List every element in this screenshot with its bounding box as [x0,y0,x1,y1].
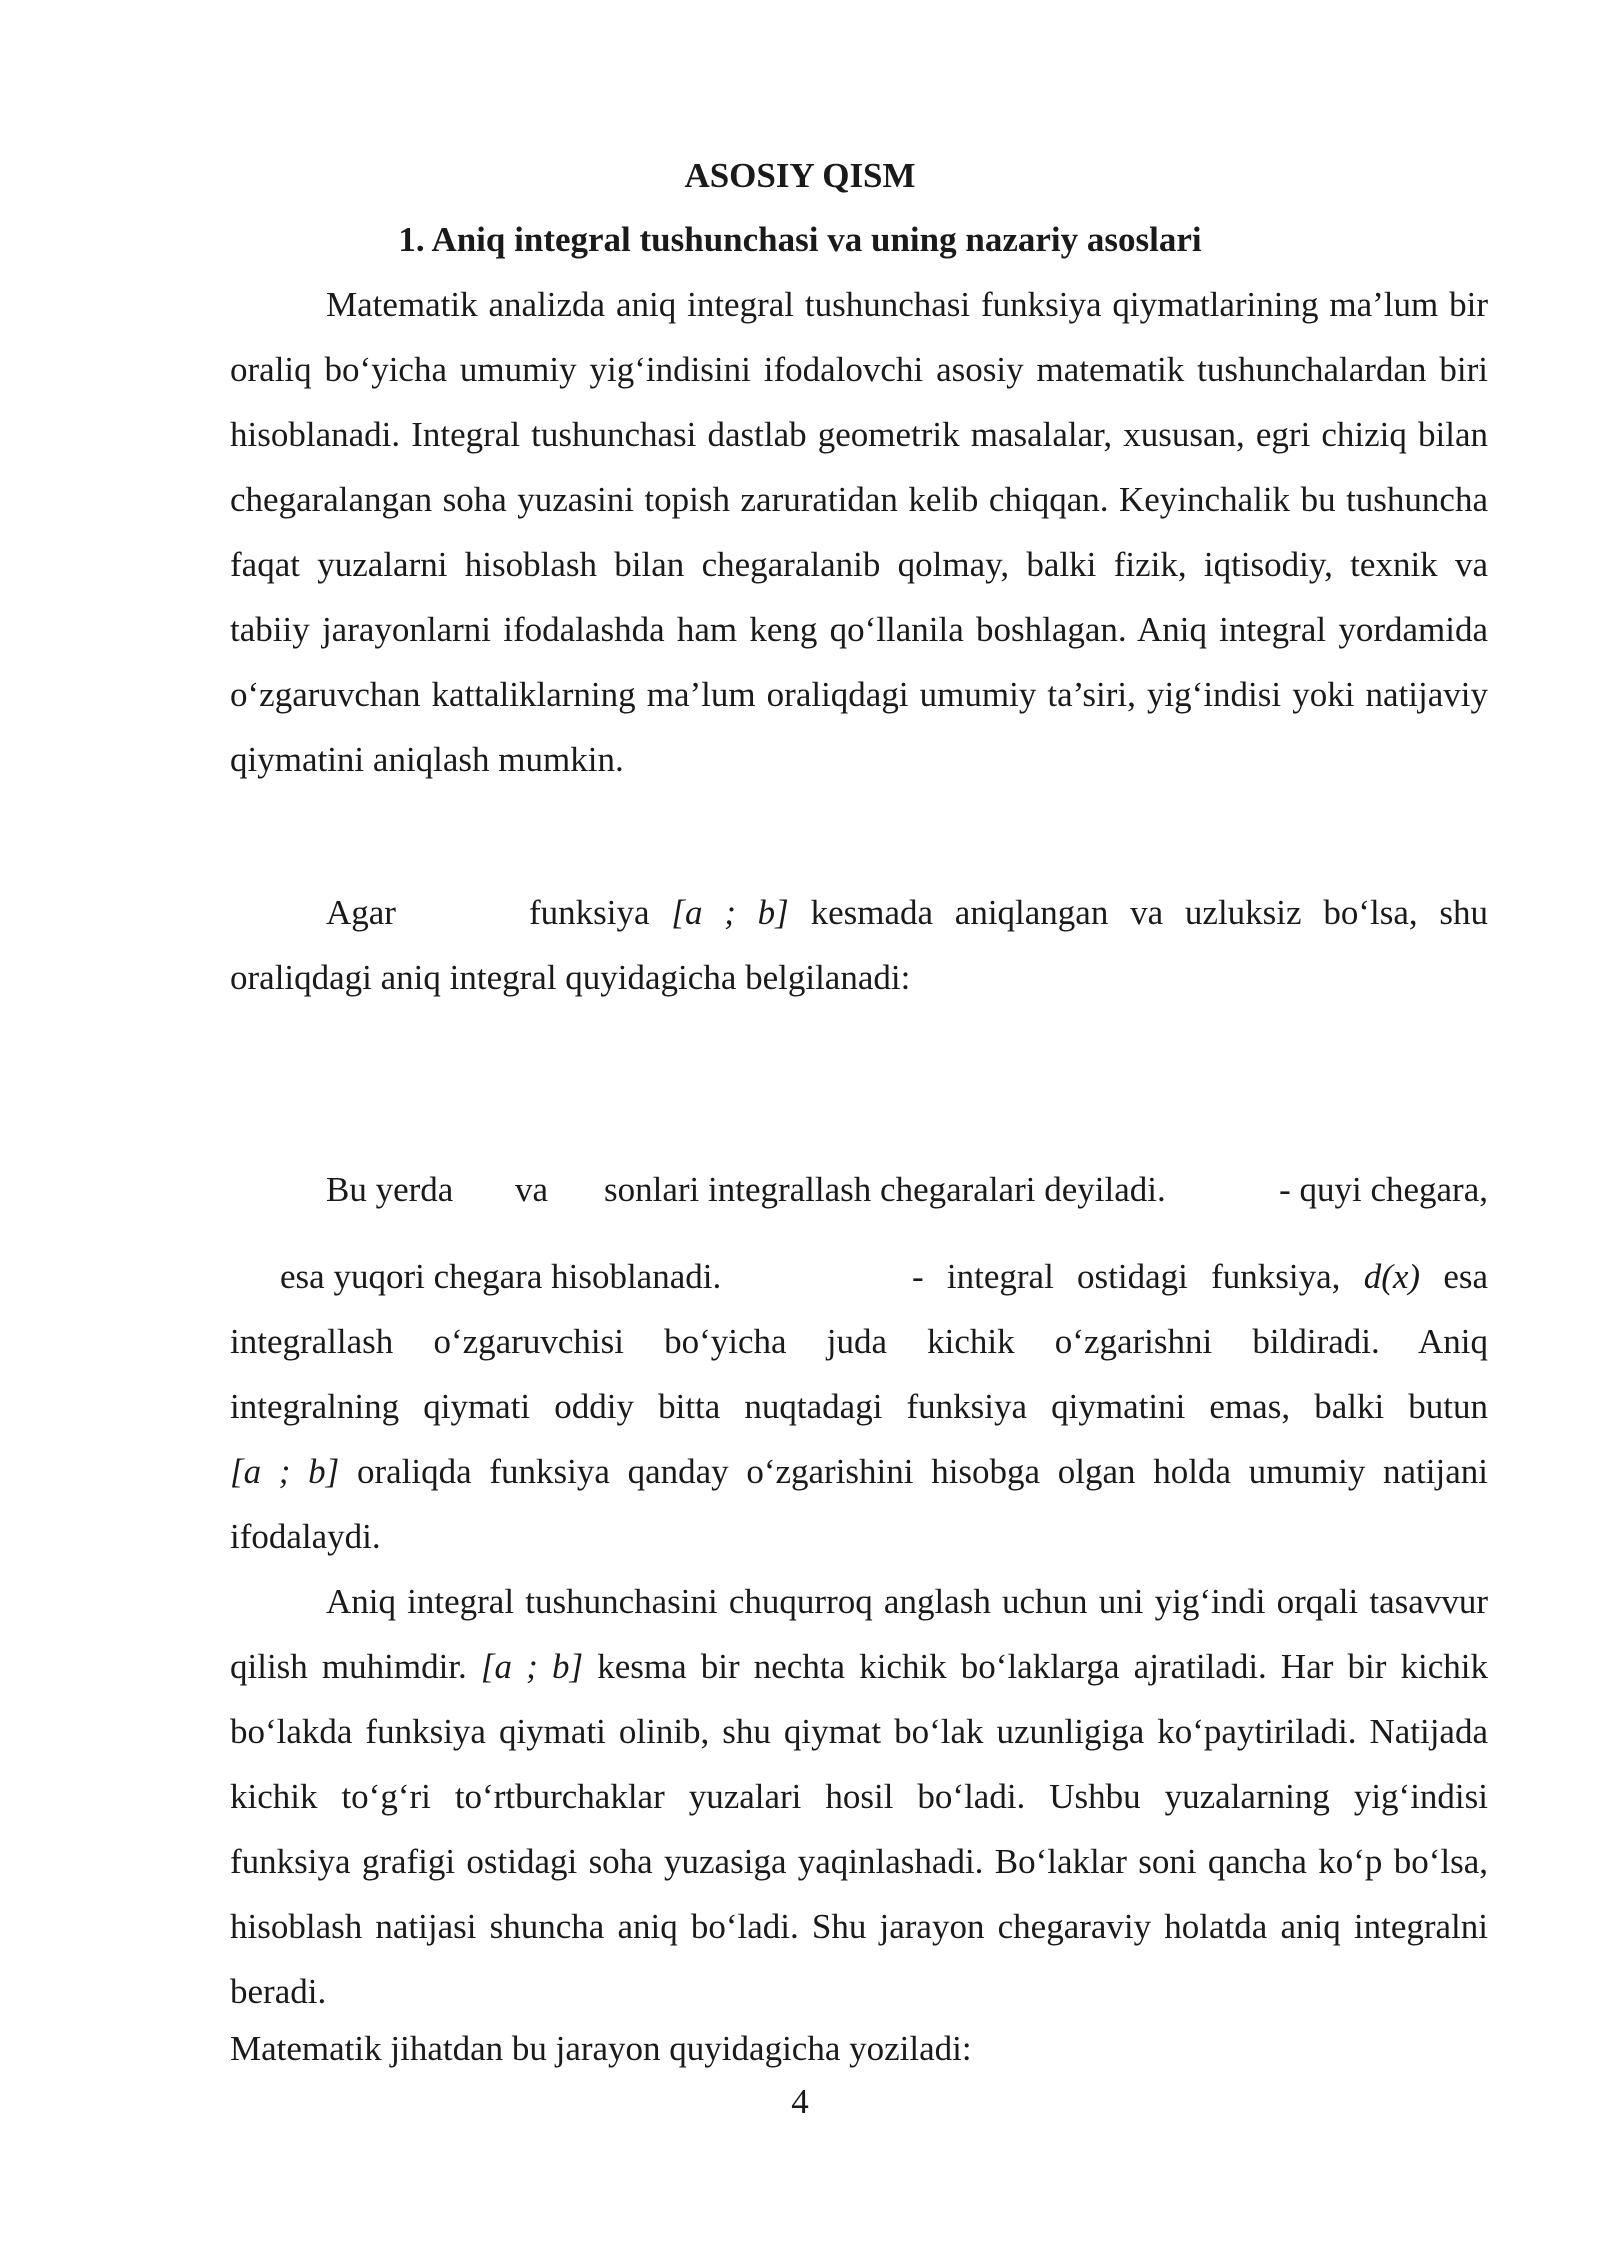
agar-word: Agar [326,893,396,932]
agar-line1-rest: kesmada aniqlangan va uzluksiz bo‘lsa, shu [810,893,1489,932]
yigindi-part1: Aniq integral tushunchasini chuqurroq anglash uchun uni yig‘indi orqali tasavvur qilish muhimdir. [230,1582,1488,1686]
integral-ostidagi-line [912,1244,1488,1309]
section-title: 1. Aniq integral tushunchasi va uning nazariy asoslari [398,220,1202,259]
esa-word: esa [1443,1257,1489,1296]
bu-yerda-text: Bu yerda [326,1170,454,1209]
line5-rest: oraliqda funksiya qanday o‘zgarishini hisobga olgan holda umumiy natijani [356,1452,1488,1491]
va-text: va [515,1170,549,1209]
integral-ostidagi-text: - integral ostidagi funksiya, [912,1257,1341,1296]
esa-yuqori-text: esa yuqori chegara hisoblanadi. [280,1257,722,1296]
quyi-chegara-text: - quyi chegara, [1279,1170,1488,1209]
paragraph-bu-yerda-line5 [230,1439,1488,1504]
interval-ab: [a ; b] [671,893,789,932]
main-title: ASOSIY QISM [684,156,916,195]
paragraph-bu-yerda-line6: ifodalaydi. [230,1517,381,1556]
paragraph-bu-yerda-line4: integralning qiymati oddiy bitta nuqtadagi funksiya qiymatini emas, balki butun [230,1387,1488,1426]
sonlari-text: sonlari integrallash chegaralari deyiladi. [604,1170,1166,1209]
interval-ab-3: [a ; b] [480,1647,584,1686]
funksiya-word: funksiya [529,893,650,932]
yigindi-part2: kesma bir nechta kichik bo‘laklarga ajratiladi. Har bir kichik bo‘lakda funksiya qiymati olinib, shu qiymat bo‘lak uzunligiga ko‘paytiriladi. Natijada kichik to‘g‘ri to‘rtburchaklar yuzalari hosil bo‘ladi. Ushbu yuzalarning yig‘indisi funksiya grafigi ostidagi soha yuzasiga yaqinlashadi. Bo‘laklar soni qancha ko‘p bo‘lsa, hisoblash natijasi shuncha aniq bo‘ladi. Shu jarayon chegaraviy holatda aniq integralni beradi. [230,1647,1488,2011]
paragraph-agar-line1 [529,880,1488,945]
paragraph-agar-line2: oraliqdagi aniq integral quyidagicha belgilanadi: [230,958,911,997]
dx-symbol: d(x) [1363,1257,1421,1296]
paragraph-bu-yerda-line3: integrallash o‘zgaruvchisi bo‘yicha juda kichik o‘zgarishni bildiradi. Aniq [230,1322,1488,1361]
paragraph-yigindi [230,1569,1488,2024]
paragraph-intro: Matematik analizda aniq integral tushunchasi funksiya qiymatlarining ma’lum bir oraliq bo‘yicha umumiy yig‘indisini ifodalovchi asosiy matematik tushunchalardan biri hisoblanadi. Integral tushunchasi dastlab geometrik masalalar, xususan, egri chiziq bilan chegaralangan soha yuzasini topish zaruratidan kelib chiqqan. Keyinchalik bu tushuncha faqat yuzalarni hisoblash bilan chegaralanib qolmay, balki fizik, iqtisodiy, texnik va tabiiy jarayonlarni ifodalashda ham keng qo‘llanila boshlagan. Aniq integral yordamida o‘zgaruvchan kattaliklarning ma’lum oraliqdagi umumiy ta’siri, yig‘indisi yoki natijaviy qiymatini aniqlash mumkin. [230,285,1488,779]
page-number: 4 [791,2082,809,2121]
interval-ab-2: [a ; b] [230,1452,340,1491]
paragraph-matematik-jihatdan: Matematik jihatdan bu jarayon quyidagicha yoziladi: [230,2029,972,2068]
